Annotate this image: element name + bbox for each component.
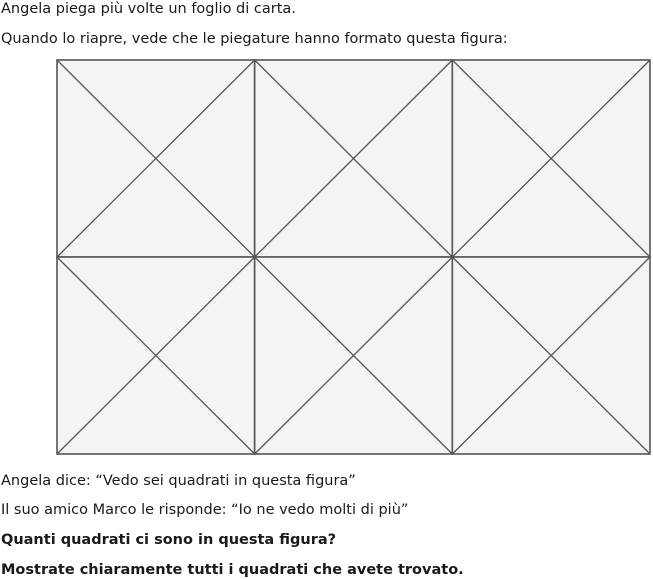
intro-line-1: Angela piega più volte un foglio di carta. — [1, 1, 296, 17]
grid-cell — [452, 257, 650, 454]
question: Quanti quadrati ci sono in questa figura? — [1, 532, 337, 548]
grid-cell — [57, 257, 255, 454]
instruction: Mostrate chiaramente tutti i quadrati che avete trovato. — [1, 562, 464, 578]
grid-cell — [57, 60, 255, 257]
grid-cell — [452, 60, 650, 257]
marco-says: Il suo amico Marco le risponde: “Io ne vedo molti di più” — [1, 502, 409, 518]
grid-cell — [255, 60, 453, 257]
angela-says: Angela dice: “Vedo sei quadrati in questa figura” — [1, 473, 356, 489]
folded-paper-figure — [56, 59, 651, 455]
intro-line-2: Quando lo riapre, vede che le piegature hanno formato questa figura: — [1, 31, 508, 47]
grid-cell — [255, 257, 453, 454]
